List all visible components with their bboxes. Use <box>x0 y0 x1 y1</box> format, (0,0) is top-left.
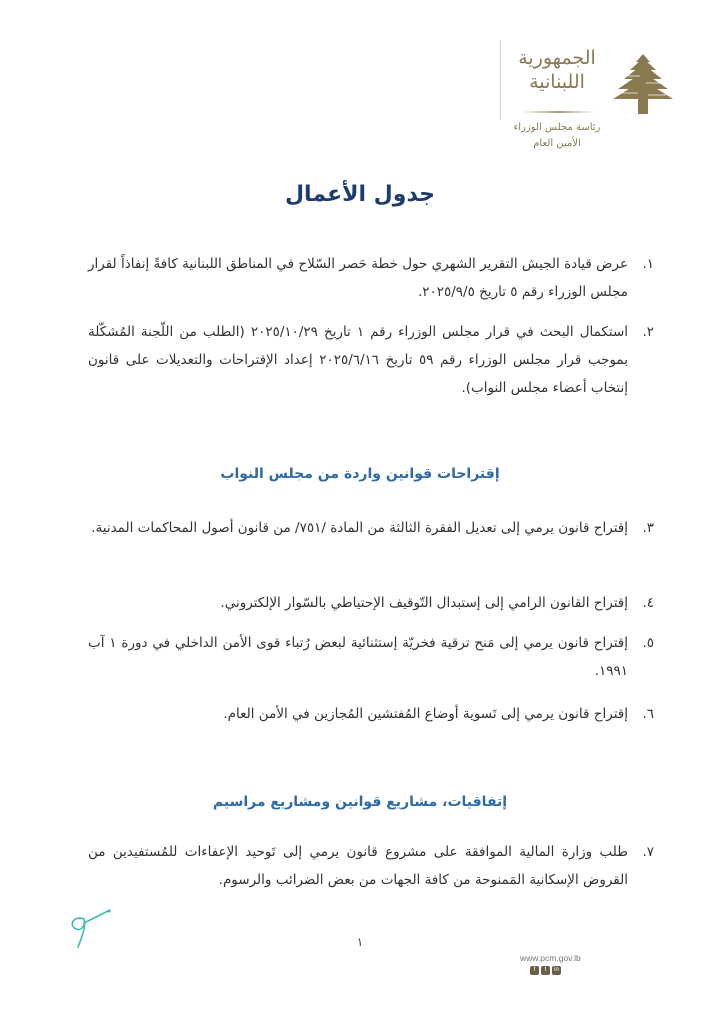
item-text: استكمال البحث في قرار مجلس الوزراء رقم ١ تاريخ ٢٠٢٥/١٠/٢٩ (الطلب من اللّجنة المُشكّلة بموجب قرار مجلس الوزراء رقم ٥٩ تاريخ ٢٠٢٥/٦/١٦ إعداد الإقتراحات والتعديلات على قانون إنتخاب أعضاء مجلس النواب). <box>88 324 629 396</box>
item-number: ٥. <box>642 635 654 651</box>
page-number: ١ <box>356 935 364 949</box>
office-subtitle: الأمين العام <box>533 138 581 149</box>
item-number: ٣. <box>642 520 654 536</box>
agenda-item <box>88 700 654 728</box>
item-text: إقتراح القانون الرامي إلى إستبدال التّوقيف الإحتياطي بالسّوار الإلكتروني. <box>220 595 628 611</box>
item-number: ١. <box>642 256 654 272</box>
agenda-item <box>88 589 654 617</box>
agenda-item <box>88 629 654 685</box>
item-text: طلب وزارة المالية الموافقة على مشروع قانون يرمي إلى تَوحيد الإعفاءات للمُستفيدين من القروض الإسكانية المَمنوحة من كافة الجهات من بعض الضرائب والرسوم. <box>88 844 628 888</box>
section-heading-parliament-proposals: إقتراحات قوانين واردة من مجلس النواب <box>220 466 500 482</box>
item-text: إقتراح قانون يرمي إلى تَسوية أوضاع المُفتشين المُجازين في الأمن العام. <box>223 706 628 722</box>
agenda-item <box>88 838 654 894</box>
website-link[interactable]: www.pcm.gov.lb <box>520 953 581 963</box>
page-title: جدول الأعمال <box>284 182 436 207</box>
office-name: رئاسة مجلس الوزراء <box>513 122 601 133</box>
item-number: ٦. <box>642 706 654 722</box>
section-heading-agreements-drafts: إتفاقيات، مشاريع قوانين ومشاريع مراسيم <box>212 794 508 810</box>
header-divider <box>500 40 501 120</box>
item-number: ٢. <box>642 324 654 340</box>
agenda-item <box>88 250 654 306</box>
item-number: ٤. <box>642 595 654 611</box>
republic-line-2: اللبنانية <box>529 71 585 93</box>
item-text: إقتراح قانون يرمي إلى مَنح ترقية فخريّة إستثنائية لبعض رُتباء قوى الأمن الداخلي في دورة ١ آب ١٩٩١. <box>88 635 628 679</box>
cedar-tree-icon <box>612 52 674 116</box>
agenda-item <box>88 318 654 402</box>
item-text: عرض قيادة الجيش التقرير الشهري حول خطة حَصر السّلاح في المناطق اللبنانية كافةً إنفاذاً لقرار مجلس الوزراء رقم ٥ تاريخ ٢٠٢٥/٩/٥. <box>88 256 628 300</box>
item-text: إقتراح قانون يرمي إلى تعديل الفقرة الثالثة من المادة /٧٥١/ من قانون أصول المحاكمات المدنية. <box>91 520 628 536</box>
republic-name <box>502 46 612 94</box>
facebook-icon[interactable]: f <box>530 966 539 975</box>
header-rule <box>522 111 594 113</box>
linkedin-icon[interactable]: in <box>552 966 561 975</box>
republic-line-1: الجمهورية <box>518 47 596 69</box>
social-links <box>530 966 561 975</box>
agenda-item <box>88 514 654 542</box>
item-number: ٧. <box>642 844 654 860</box>
twitter-icon[interactable]: t <box>541 966 550 975</box>
